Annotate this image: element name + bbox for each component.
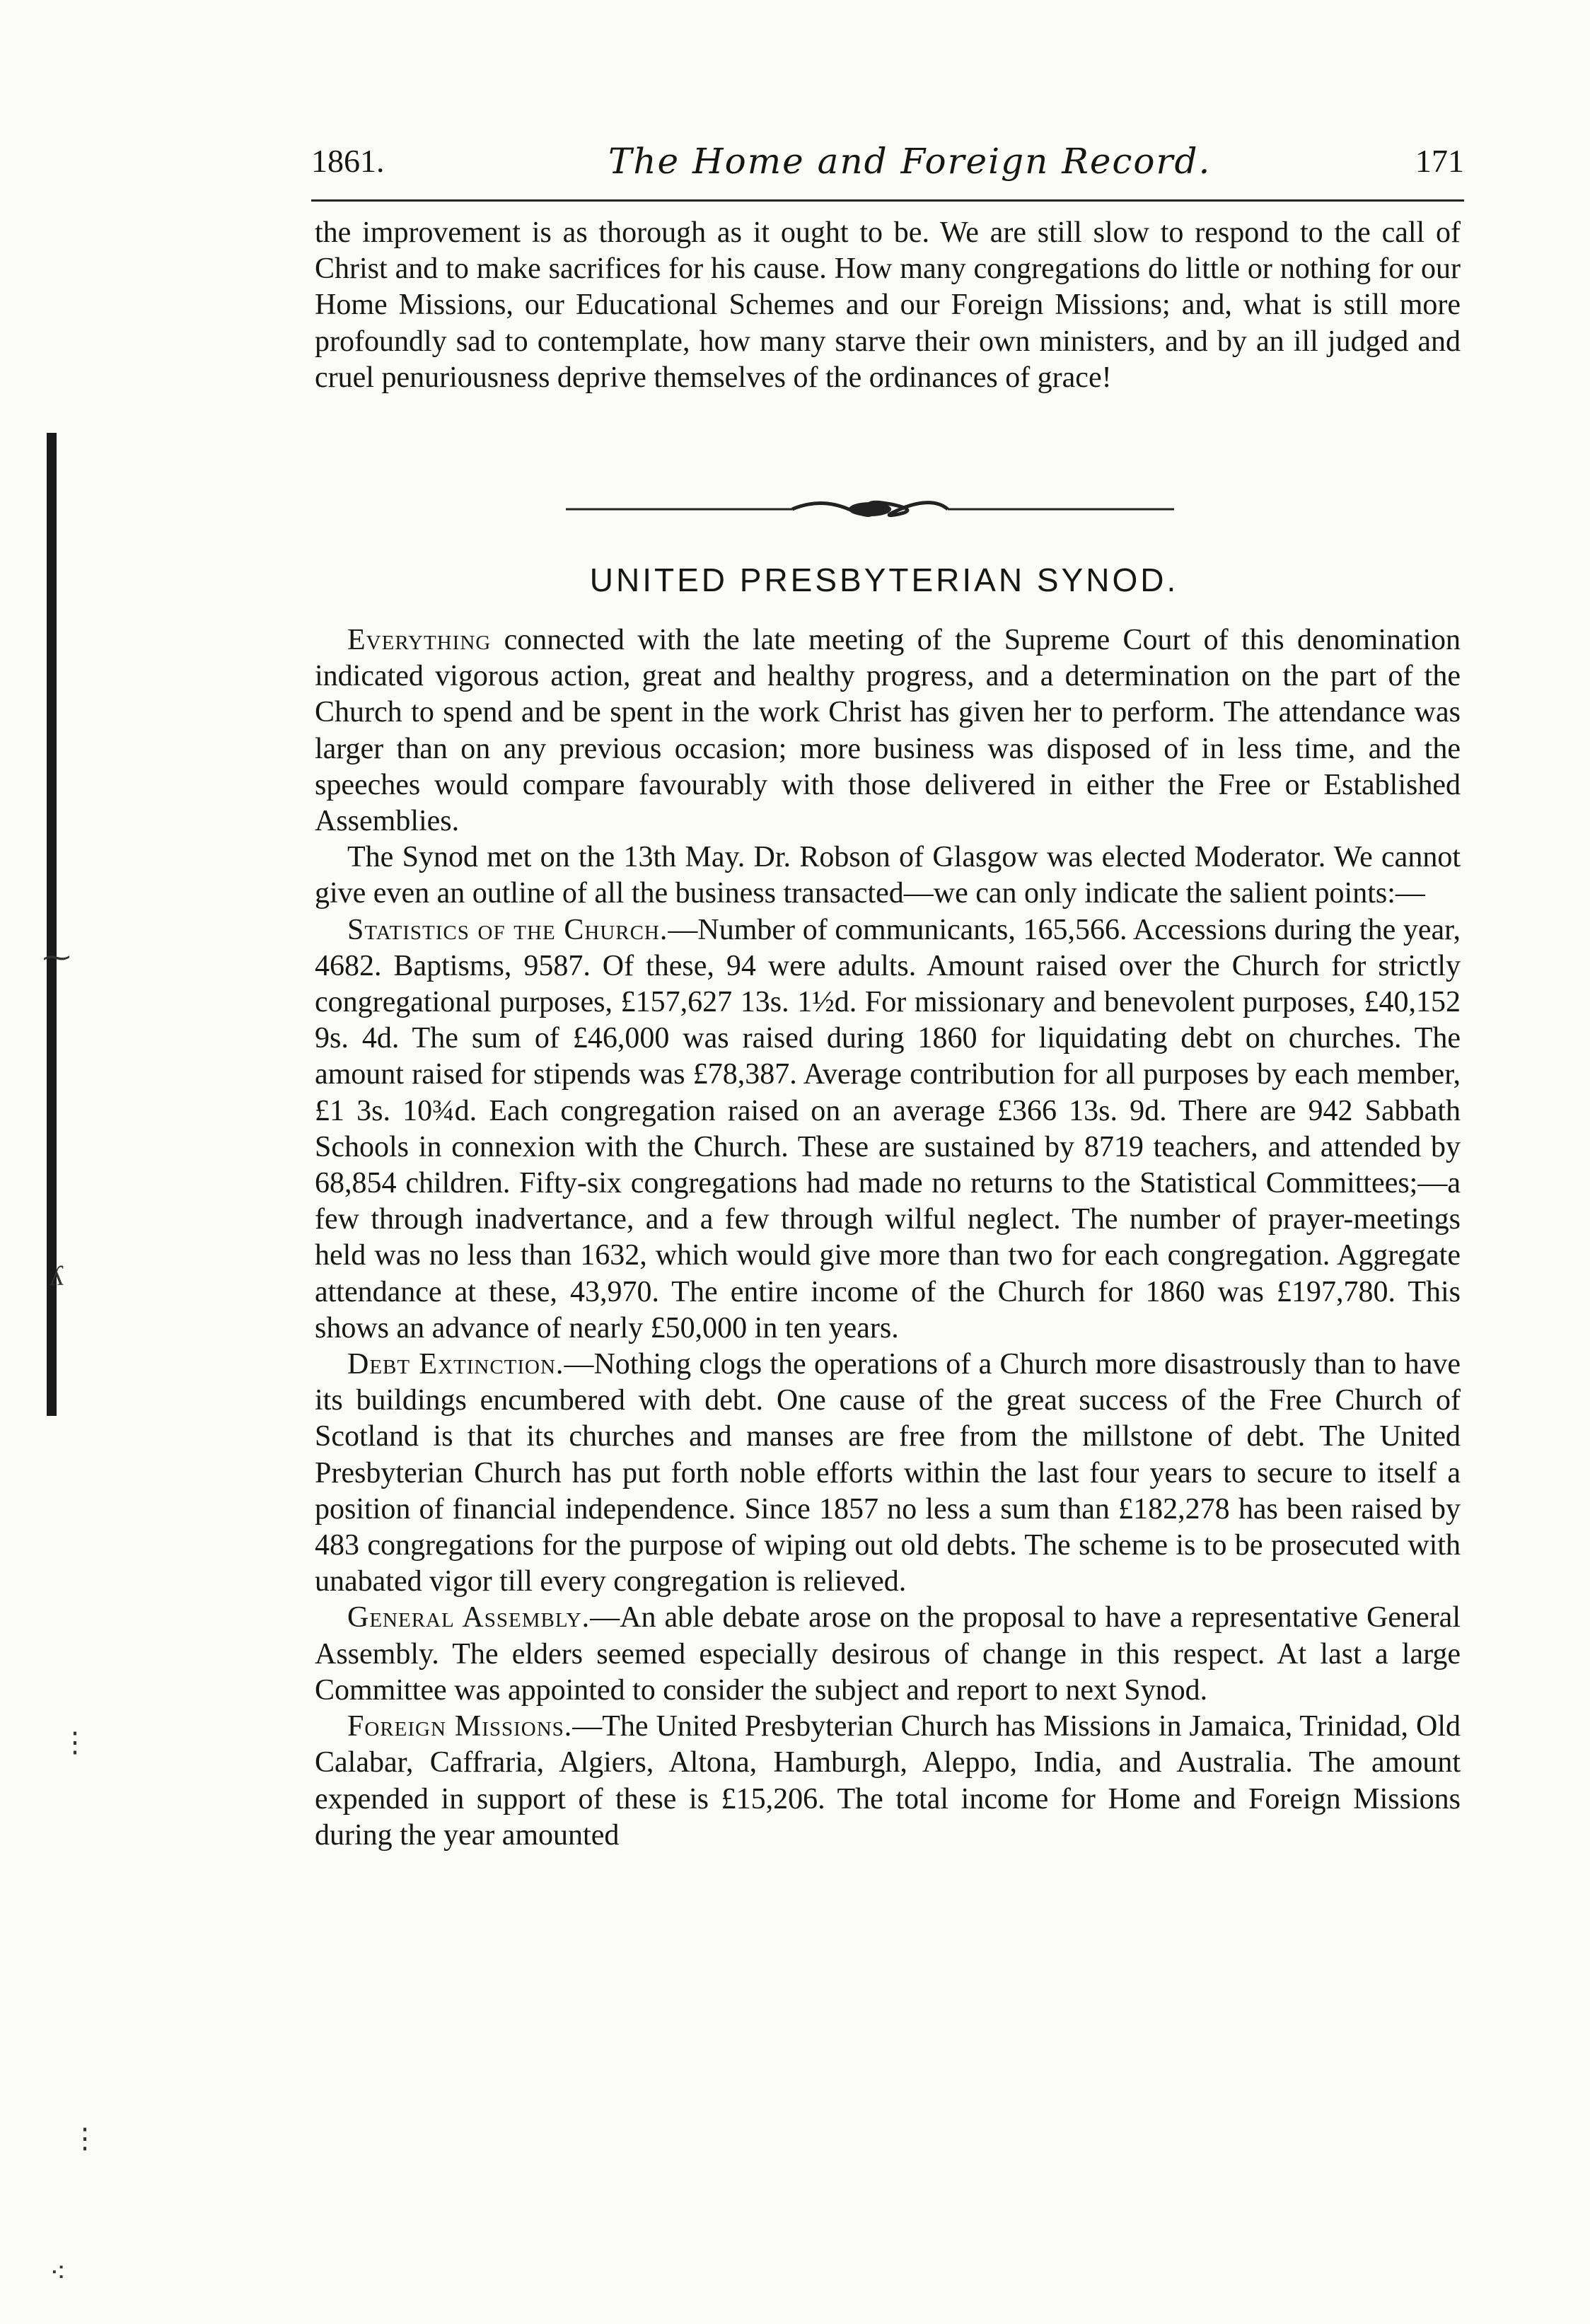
journal-title: The Home and Foreign Record. [608,141,1212,182]
article-paragraph [315,1600,1461,1709]
margin-scribble: ⁖ [50,2257,66,2289]
intro-text-block [315,215,1461,396]
paragraph-text: —An able debate arose on the proposal to have a representative General Assembly. The elders seemed especially desirous of change in this respect. At last a large Committee was appointed to consider the subject and report to next Synod. [315,1601,1461,1707]
article-body [315,622,1461,1854]
paragraph-text: —The United Presbyterian Church has Missions in Jamaica, Trinidad, Old Calabar, Caffraria, Algiers, Altona, Hamburgh, Aleppo, India, and Australia. The amount expended in support of these is £15,206. The total income for Home and Foreign Missions during the year amounted [315,1710,1461,1852]
section-title: UNITED PRESBYTERIAN SYNOD. [589,562,1179,598]
paragraph-text: —Number of communicants, 165,566. Accessions during the year, 4682. Baptisms, 9587. Of these, 94 were adults. Amount raised over the Church for strictly congregational purposes, £157,627 13s. 1½d. For missionary and benevolent purposes, £40,152 9s. 4d. The sum of £46,000 was raised during 1860 for liquidating debt on churches. The amount raised for stipends was £78,387. Average contribution for all purposes by each member, £1 3s. 10¾d. Each congregation raised on an average £366 13s. 9d. There are 942 Sabbath Schools in connexion with the Church. These are sustained by 8719 teachers, and attended by 68,854 children. Fifty-six congregations had made no returns to the Statistical Committees;—a few through inadvertance, and a few through wilful neglect. The number of prayer-meetings held was no less than 1632, which would give more than two for each congregation. Aggregate attendance at these, 43,970. The entire income of the Church for 1860 was £197,780. This shows an advance of nearly £50,000 in ten years. [315,913,1461,1344]
article-paragraph [315,1347,1461,1600]
running-header [311,133,1464,190]
article-paragraph [315,622,1461,839]
ornamental-divider [566,492,1174,527]
article-paragraph [315,839,1461,912]
header-rule [311,199,1464,202]
paragraph-text: The Synod met on the 13th May. Dr. Robson of Glasgow was elected Moderator. We cannot give even an outline of all the business transacted—we can only indicate the salient points:— [315,841,1461,910]
paragraph-lead: Statistics of the Church. [347,913,668,946]
intro-paragraph: the improvement is as thorough as it ought to be. We are still slow to respond to the call of Christ and to make sacrifices for his cause. How many congregations do little or nothing for our Home Missions, our Educational Schemes and our Foreign Missions; and, what is still more profoundly sad to contemplate, how many starve their own ministers, and by an ill judged and cruel penuriousness deprive themselves of the ordinances of grace! [315,216,1461,394]
paragraph-text: connected with the late meeting of the Supreme Court of this denomination indicated vigorous action, great and healthy progress, and a determination on the part of the Church to spend and be spent in the work Christ has given her to perform. The attendance was larger than on any previous occasion; more business was disposed of in less time, and the speeches would compare favourably with those delivered in either the Free or Established Assemblies. [315,624,1461,838]
margin-scribble: ⋮ [61,1726,89,1758]
paragraph-text: —Nothing clogs the operations of a Church more disastrously than to have its buildings encumbered with debt. One cause of the great success of the Free Church of Scotland is that its churches and manses are free from the millstone of debt. The United Presbyterian Church has put forth noble efforts within the last four years to secure to itself a position of financial independence. Since 1857 no less a sum than £182,278 has been raised by 483 congregations for the purpose of wiping out old debts. The scheme is to be prosecuted with unabated vigor till every congregation is relieved. [315,1348,1461,1598]
margin-scribble: ⁓ [42,941,71,973]
margin-scribble: ⋮ [71,2122,99,2154]
paragraph-lead: Debt Extinction. [347,1348,564,1381]
article-paragraph [315,1709,1461,1854]
article-paragraph [315,912,1461,1347]
page-number: 171 [1415,143,1464,179]
paragraph-lead: Foreign Missions. [347,1710,573,1743]
paragraph-lead: Everything [347,624,492,656]
paragraph-lead: General Assembly. [347,1601,591,1634]
header-year: 1861. [311,143,385,179]
margin-scribble: ʎ [50,1260,64,1291]
